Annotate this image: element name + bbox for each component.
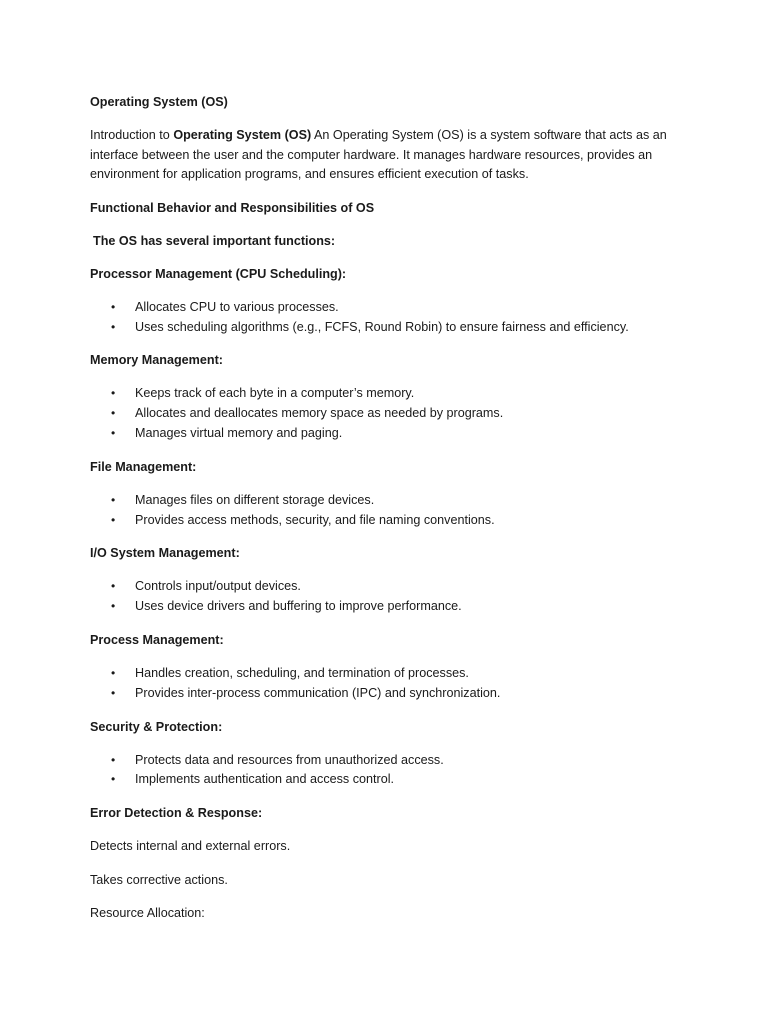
list-item-text: Manages files on different storage devices. (135, 492, 375, 507)
bullet-icon: • (111, 492, 116, 507)
bullet-list (90, 491, 680, 531)
list-item-text: Keeps track of each byte in a computer’s memory. (135, 386, 415, 401)
list-item-text: Protects data and resources from unauthorized access. (135, 752, 444, 767)
bullet-icon: • (111, 425, 116, 440)
bullet-icon: • (111, 752, 116, 767)
bullet-list (90, 384, 680, 443)
list-item (90, 424, 680, 444)
bullet-icon: • (111, 299, 116, 314)
bullet-icon: • (111, 386, 116, 401)
list-item (90, 684, 680, 704)
error-line: Detects internal and external errors. (90, 839, 291, 854)
list-item (90, 751, 680, 771)
bullet-list (90, 751, 680, 791)
list-item (90, 664, 680, 684)
functional-heading: Functional Behavior and Responsibilities of OS (90, 200, 375, 215)
error-heading: Error Detection & Response: (90, 806, 263, 821)
list-item-text: Uses scheduling algorithms (e.g., FCFS, Round Robin) to ensure fairness and efficiency. (135, 319, 629, 334)
list-item-text: Provides access methods, security, and file naming conventions. (135, 512, 495, 527)
bullet-list (90, 298, 680, 338)
document-page (90, 93, 680, 938)
section-heading: File Management: (90, 459, 197, 474)
functions-heading: The OS has several important functions: (93, 233, 336, 248)
bullet-icon: • (111, 579, 116, 594)
list-item-text: Handles creation, scheduling, and termination of processes. (135, 665, 469, 680)
list-item (90, 318, 680, 338)
section-heading: Processor Management (CPU Scheduling): (90, 266, 347, 281)
bullet-icon: • (111, 512, 116, 527)
bullet-icon: • (111, 406, 116, 421)
bullet-icon: • (111, 685, 116, 700)
bullet-icon: • (111, 319, 116, 334)
list-item (90, 404, 680, 424)
section-heading: I/O System Management: (90, 546, 240, 561)
list-item-text: Controls input/output devices. (135, 579, 301, 594)
sections-container (90, 265, 680, 790)
list-item (90, 770, 680, 790)
bullet-list (90, 664, 680, 704)
list-item (90, 577, 680, 597)
intro-lead: Introduction to (90, 128, 174, 142)
list-item (90, 384, 680, 404)
list-item-text: Implements authentication and access control. (135, 772, 395, 787)
doc-title: Operating System (OS) (90, 95, 228, 109)
list-item-text: Allocates and deallocates memory space as needed by programs. (135, 406, 504, 421)
intro-paragraph (90, 126, 680, 185)
list-item (90, 491, 680, 511)
list-item (90, 597, 680, 617)
list-item-text: Uses device drivers and buffering to improve performance. (135, 599, 462, 614)
resource-heading: Resource Allocation: (90, 906, 205, 921)
section-heading: Process Management: (90, 632, 224, 647)
list-item-text: Provides inter-process communication (IPC) and synchronization. (135, 685, 501, 700)
bullet-icon: • (111, 665, 116, 680)
list-item (90, 298, 680, 318)
list-item-text: Allocates CPU to various processes. (135, 299, 339, 314)
intro-body: An Operating System (OS) is a system software that acts as an interface between the user and the computer hardware. It manages hardware resources, provides an environment for application programs, and ensures efficient execution of tasks. (90, 128, 667, 182)
error-line: Takes corrective actions. (90, 872, 228, 887)
bullet-icon: • (111, 772, 116, 787)
section-heading: Security & Protection: (90, 719, 223, 734)
bullet-icon: • (111, 599, 116, 614)
bullet-list (90, 577, 680, 617)
intro-term: Operating System (OS) (173, 128, 312, 142)
list-item (90, 511, 680, 531)
list-item-text: Manages virtual memory and paging. (135, 425, 343, 440)
section-heading: Memory Management: (90, 353, 223, 368)
